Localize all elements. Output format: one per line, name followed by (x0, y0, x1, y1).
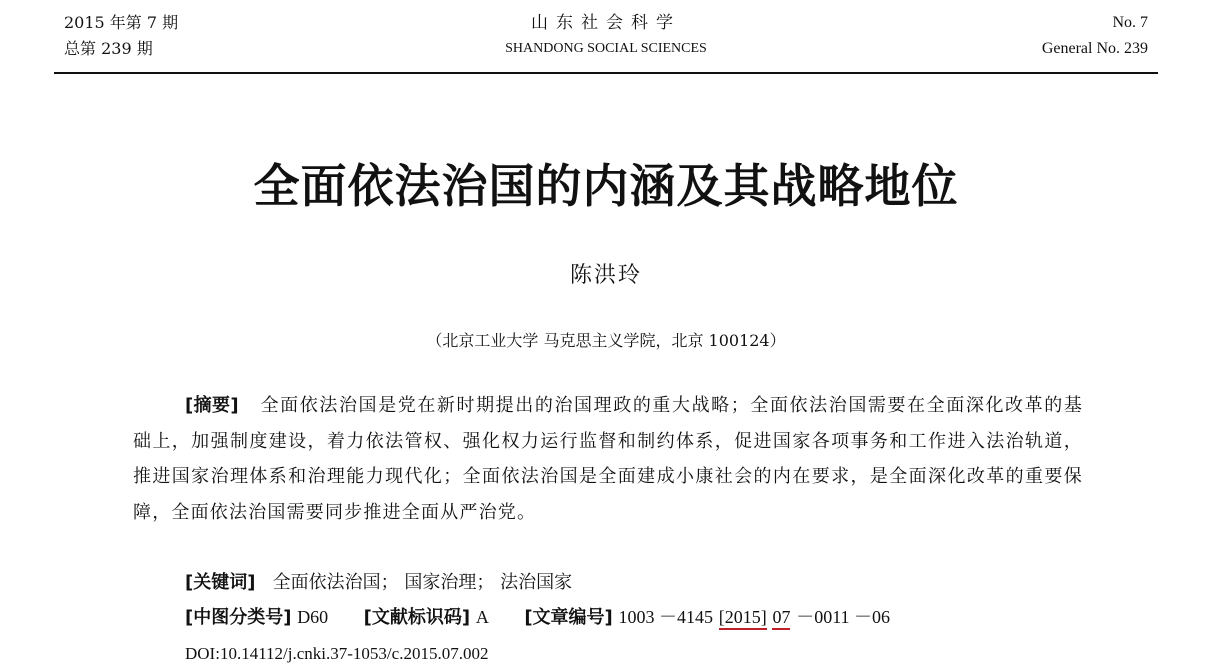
general-number-en: General No. 239 (1041, 40, 1148, 57)
article-title: 全面依法治国的内涵及其战略地位 (253, 159, 959, 213)
journal-header (54, 0, 1158, 74)
issue-number-en: No. 7 (1112, 14, 1148, 31)
keywords-row (185, 568, 572, 594)
clc-label: [中图分类号] (185, 607, 292, 628)
article-number-issue: 07 (772, 607, 790, 630)
doccode-label: [文献标识码] (363, 607, 471, 628)
article-number-year: [2015] (719, 607, 767, 630)
keywords-text: 全面依法治国； 国家治理； 法治国家 (272, 572, 573, 593)
journal-name-cn: 山东社会科学 (531, 13, 681, 33)
issue-year-number: 2015 年第 7 期 (64, 13, 179, 32)
classification-row (185, 603, 890, 629)
article-number-prefix: 1003 －4145 (618, 607, 713, 627)
keywords-label: [关键词] (185, 572, 256, 593)
abstract-text: 全面依法治国是党在新时期提出的治国理政的重大战略；全面依法治国需要在全面深化改革的基础上，加强制度建设，着力依法管权、强化权力运行监督和制约体系，促进国家各项事务和工作进入法治轨道，推进国家治理体系和治理能力现代化；全面依法治国是全面建成小康社会的内在要求，是全面深化改革的重要保障，全面依法治国需要同步推进全面从严治党。 (133, 395, 1084, 523)
author-affiliation: （北京工业大学 马克思主义学院，北京 100124） (426, 331, 786, 350)
article-author: 陈洪玲 (569, 263, 642, 288)
abstract-label: [摘要] (185, 395, 239, 416)
doi-text: DOI:10.14112/j.cnki.37-1053/c.2015.07.002 (185, 644, 489, 663)
doi-row (185, 644, 488, 664)
issue-info-en (1042, 10, 1148, 62)
issue-total-number: 总第 239 期 (64, 39, 153, 58)
doccode-value: A (475, 607, 489, 627)
abstract (133, 388, 1083, 530)
article-number-label: [文章编号] (524, 607, 613, 628)
article-number-suffix: －0011 －06 (796, 607, 891, 627)
journal-name-en: SHANDONG SOCIAL SCIENCES (505, 41, 707, 56)
journal-name (54, 10, 1158, 62)
clc-value: D60 (297, 607, 329, 627)
